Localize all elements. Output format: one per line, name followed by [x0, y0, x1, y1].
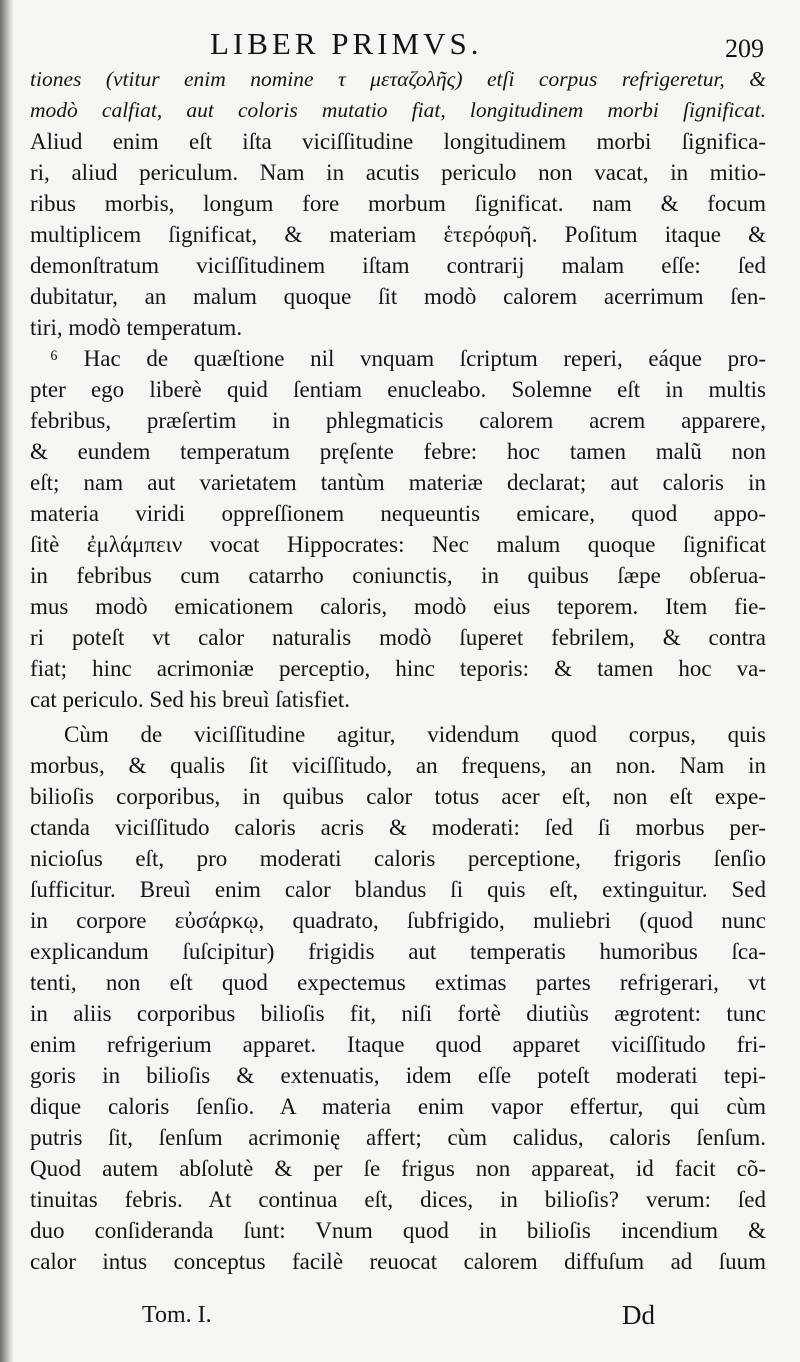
body-text — [30, 64, 766, 1277]
text-line: mus modò emicationem caloris, modò eius teporem. Item fie- — [30, 594, 766, 619]
text-line: ſufficitur. Breuì enim calor blandus ſi quis eſt, extinguitur. Sed — [30, 877, 766, 902]
signature-mark: Dd — [622, 1300, 655, 1330]
text-line: nicioſus eſt, pro moderati caloris perceptione, frigoris ſenſio — [30, 846, 766, 871]
text-line: morbus, & qualis ſit viciſſitudo, an frequens, an non. Nam in — [30, 753, 766, 778]
text-line: febribus, præſertim in phlegmaticis calorem acrem apparere, — [30, 408, 766, 433]
text-line: in corpore εὐσάρκῳ, quadrato, ſubfrigido, muliebri (quod nunc — [30, 908, 766, 933]
text-line: ri, aliud periculum. Nam in acutis periculo non vacat, in mitio- — [30, 160, 766, 185]
text-line: putris ſit, ſenſum acrimonię affert; cùm calidus, caloris ſenſum. — [30, 1125, 766, 1150]
text-line: duo conſideranda ſunt: Vnum quod in bilioſis incendium & — [30, 1218, 766, 1243]
text-line: enim refrigerium apparet. Itaque quod apparet viciſſitudo fri- — [30, 1032, 766, 1057]
text-line: tinuitas febris. At continua eſt, dices, in bilioſis? verum: ſed — [30, 1187, 766, 1212]
text-line: Quod autem abſolutè & per ſe frigus non appareat, id facit cõ- — [30, 1156, 766, 1181]
text-line: dubitatur, an malum quoque ſit modò calorem acerrimum ſen- — [30, 284, 766, 309]
page-number: 209 — [725, 34, 764, 63]
text-line: ſitè ἐμλάμπειν vocat Hippocrates: Nec malum quoque ſignificat — [30, 532, 766, 557]
text-line: ctanda viciſſitudo caloris acris & moderati: ſed ſi morbus per- — [30, 815, 766, 840]
text-line: in febribus cum catarrho coniunctis, in quibus ſæpe obſerua- — [30, 563, 766, 588]
text-line: multiplicem ſignificat, & materiam ἑτερόφυῆ. Poſitum itaque & — [30, 222, 766, 247]
text-line: Aliud enim eſt iſta viciſſitudine longitudinem morbi ſignifica- — [30, 129, 766, 154]
text-line: tenti, non eſt quod expectemus extimas partes refrigerari, vt — [30, 970, 766, 995]
text-line: ⁶ Hac de quæſtione nil vnquam ſcriptum reperi, eáque pro- — [50, 346, 766, 371]
text-line: materia viridi oppreſſionem nequeuntis emicare, quod appo- — [30, 501, 766, 526]
text-line: dique caloris ſenſio. A materia enim vapor effertur, qui cùm — [30, 1094, 766, 1119]
text-line: Cùm de viciſſitudine agitur, videndum quod corpus, quis — [64, 722, 766, 747]
text-line: modò calfiat, aut coloris mutatio fiat, longitudinem morbi ſignificat. — [30, 98, 766, 122]
text-line: ri poteſt vt calor naturalis modò ſuperet febrilem, & contra — [30, 625, 766, 650]
text-line: cat periculo. Sed his breuì ſatisfiet. — [30, 687, 350, 712]
text-line: demonſtratum viciſſitudinem iſtam contrarij malam eſſe: ſed — [30, 253, 766, 278]
text-line: pter ego liberè quid ſentiam enucleabo. Solemne eſt in multis — [30, 377, 766, 402]
text-line: fiat; hinc acrimoniæ perceptio, hinc teporis: & tamen hoc va- — [30, 656, 766, 681]
text-line: tiri, modò temperatum. — [30, 315, 243, 340]
text-line: ribus morbis, longum fore morbum ſignificat. nam & focum — [30, 191, 766, 216]
page-header — [0, 22, 800, 66]
text-line: tiones (vtitur enim nomine τ μεταζολῆς) etſi corpus refrigeretur, & — [30, 67, 766, 91]
text-line: explicandum ſuſcipitur) frigidis aut temperatis humoribus ſca- — [30, 939, 766, 964]
text-line: & eundem temperatum pręſente febre: hoc tamen malũ non — [30, 439, 766, 464]
text-line: goris in bilioſis & extenuatis, idem eſſe poteſt moderati tepi- — [30, 1063, 766, 1088]
text-line: bilioſis corporibus, in quibus calor totus acer eſt, non eſt expe- — [30, 784, 766, 809]
volume-marker: Tom. I. — [142, 1302, 212, 1328]
page-footer — [0, 1300, 800, 1340]
text-line: in aliis corporibus bilioſis fit, niſi fortè diutiùs ægrotent: tunc — [30, 1001, 766, 1026]
text-line: eſt; nam aut varietatem tantùm materiæ declarat; aut caloris in — [30, 470, 766, 495]
text-line: calor intus conceptus facilè reuocat calorem diffuſum ad ſuum — [30, 1249, 766, 1274]
page-edge-shadow — [0, 0, 14, 1362]
running-title: LIBER PRIMVS. — [210, 26, 483, 61]
